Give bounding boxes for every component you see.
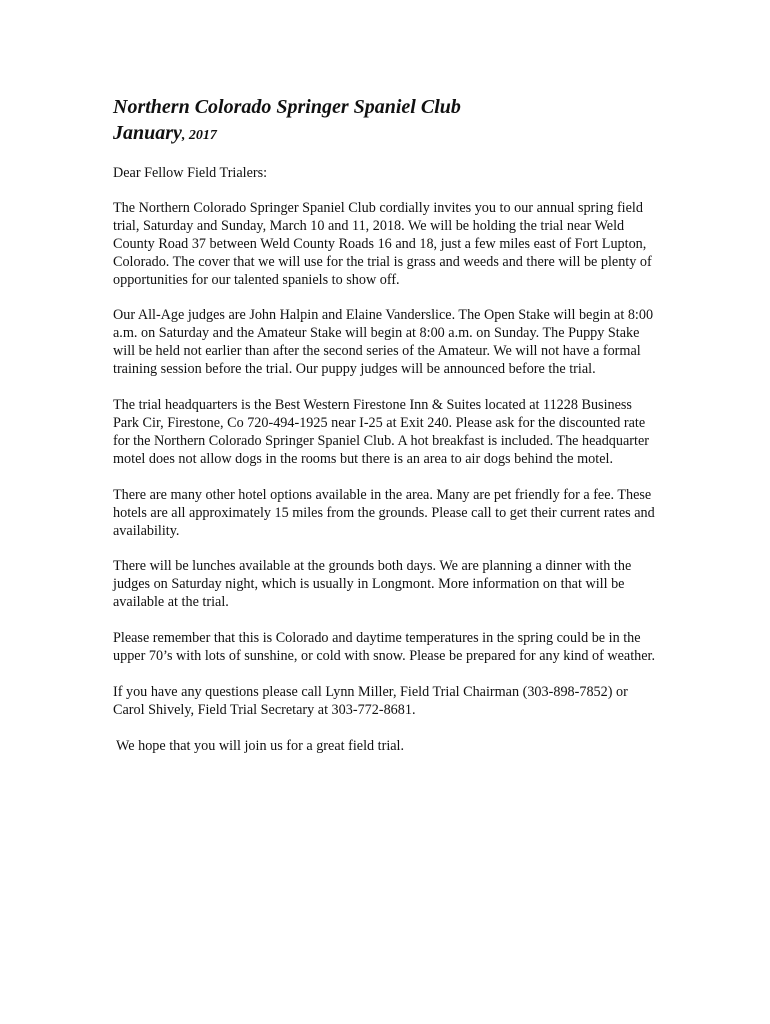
paragraph-lunches: There will be lunches available at the grounds both days. We are planning a dinner with the judges on Saturday night, which is usually in Longmont. More information on that will be available at the trial. — [113, 558, 632, 611]
closing-line: We hope that you will join us for a great field trial. — [116, 737, 405, 754]
paragraph-headquarters: The trial headquarters is the Best Western Firestone Inn & Suites located at 11228 Business Park Cir, Firestone, Co 720-494-1925 near I-25 at Exit 240. Please ask for the discounted rate for the Northern Colorado Springer Spaniel Club. A hot breakfast is included. The headquarter motel does not allow dogs in the rooms but there is an area to air dogs behind the motel. — [113, 397, 649, 467]
paragraph-contacts: If you have any questions please call Lynn Miller, Field Trial Chairman (303-898-7852) or Carol Shively, Field Trial Secretary at 303-772-8681. — [113, 683, 628, 718]
letter-date — [113, 120, 658, 149]
date-month: January — [113, 122, 182, 144]
salutation: Dear Fellow Field Trialers: — [113, 165, 268, 181]
date-year: , 2017 — [181, 128, 217, 143]
paragraph-invitation: The Northern Colorado Springer Spaniel Club cordially invites you to our annual spring field trial, Saturday and Sunday, March 10 and 11, 2018. We will be holding the trial near Weld County Road 37 between Weld County Roads 16 and 18, just a few miles east of Fort Lupton, Colorado. The cover that we will use for the trial is grass and weeds and there will be plenty of opportunities for our talented spaniels to show off. — [113, 199, 652, 288]
paragraph-weather: Please remember that this is Colorado and daytime temperatures in the spring could be in the upper 70’s with lots of sunshine, or cold with snow. Please be prepared for any kind of weather. — [113, 630, 656, 665]
letter-title: Northern Colorado Springer Spaniel Club — [113, 96, 461, 118]
paragraph-judges: Our All-Age judges are John Halpin and Elaine Vanderslice. The Open Stake will begin at 8:00 a.m. on Saturday and the Amateur Stake will begin at 8:00 a.m. on Sunday. The Puppy Stake will be held not earlier than after the second series of the Amateur. We will not have a formal training session before the trial. Our puppy judges will be announced before the trial. — [113, 307, 654, 378]
paragraph-hotels: There are many other hotel options available in the area. Many are pet friendly for a fee. These hotels are all approximately 15 miles from the grounds. Please call to get their current rates and availability. — [113, 486, 655, 539]
letter-body — [113, 94, 658, 756]
